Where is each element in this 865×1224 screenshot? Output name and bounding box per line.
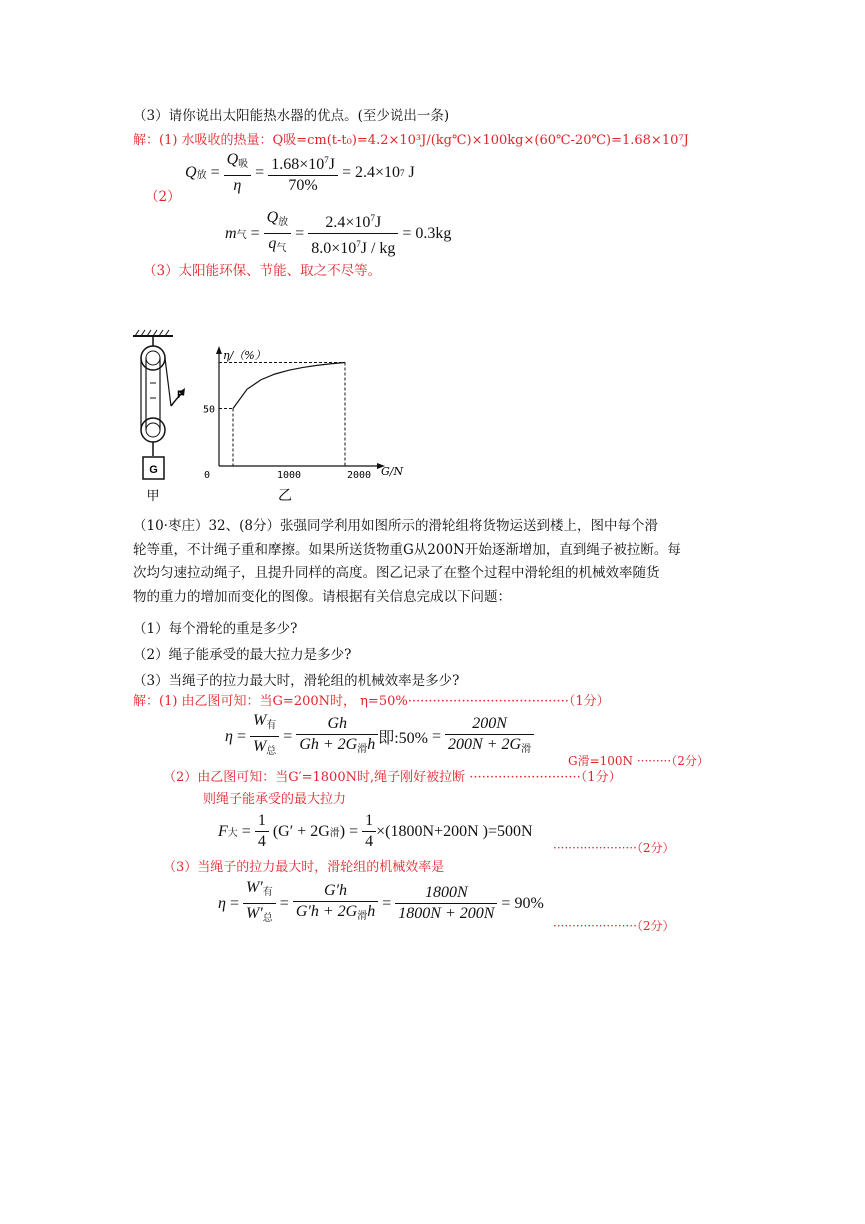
problem-intro-line: 物的重力的增加而变化的图像。请根据有关信息完成以下问题： [133,588,511,605]
efficiency-chart [203,346,404,481]
pulley-figure [125,328,425,508]
fixed-pulley [141,346,165,370]
problem-intro-line: （10·枣庄）32、(8分）张强同学利用如图所示的滑轮组将货物运送到楼上，图中每个滑 [133,518,659,534]
efficiency-curve [233,363,345,409]
y-axis-label: η/（%） [223,349,266,362]
answer-3-text: （3）太阳能环保、节能、取之不尽等。 [143,263,382,279]
equation-efficiency: η = $\frac{W_有}{W_总}$ = $\frac{Gh}{Gh + 2G_滑h}$ 即:50% = $\frac{200N}{200N + 2G_滑}$ [225,711,534,762]
equation-gas-mass: m 气 = $\frac{Q_放}{q_气}$ = $\frac{2.4\times 10^7J}{8.0\times 10^7J / kg}$ = 0.3kg [225,209,452,257]
answer-2-label: （2） [145,189,181,205]
equation-efficiency-max: η = $\frac{W'_有}{W'_总}$ = $\frac{G'h}{G'h + 2G_滑h}$ = $\frac{1800N}{1800N + 200N}$ = 90% [218,879,544,924]
problem-intro [133,515,681,609]
movable-pulley [141,418,165,442]
figure-label-jia: 甲 [146,489,160,504]
figure-label-yi: 乙 [278,488,292,504]
equation-q-release: Q 放 = $\frac{Q_吸}{\eta}$ = $\frac{1.68\times 10^7J}{70\%}$ = 2.4×10 7 J [185,151,415,194]
x-tick-label: 2000 [346,470,372,481]
x-tick-label: 0 [203,470,211,481]
equation-max-force: F 大 = $\frac{1}{4}$ (G′ + 2G 滑 ) = $\frac{1}{4}$ ×(1800N+200N )=500N [218,812,533,850]
solution-step-1: 解：(1) 由乙图可知：当G=200N时， η=50%·······································（1分） [133,694,610,709]
x-axis-label: G/N [381,465,404,478]
y-axis-arrow-icon [216,346,222,354]
problem-intro-line: 轮等重，不计绳子重和摩擦。如果所送货物重G从200N开始逐渐增加，直到绳子被拉断。每 [133,541,681,558]
solution-step-3-score: ······················（2分） [553,919,675,933]
question-3-text: （3）请你说出太阳能热水器的优点。(至少说出一条) [133,108,450,124]
solution-step-2b: 则绳子能承受的最大拉力 [203,792,347,807]
problem-question-2: （2）绳子能承受的最大拉力是多少? [133,647,352,663]
problem-question-1: （1）每个滑轮的重是多少? [133,621,298,637]
y-tick-label: 50 [202,404,215,416]
problem-question-3: （3）当绳子的拉力最大时，滑轮组的机械效率是多少? [133,673,460,689]
problem-intro-line: 次均匀速拉动绳子，且提升同样的高度。图乙记录了在整个过程中滑轮组的机械效率随货 [133,565,660,581]
solution-step-3: （3）当绳子的拉力最大时，滑轮组的机械效率是 [163,860,445,875]
force-label: F [177,389,184,401]
weight-label: G [149,464,158,476]
solution-step-2-score: ······················（2分） [553,841,675,855]
x-tick-label: 1000 [276,470,302,481]
pulley-weight-result: G滑=100N ·········（2分） [568,754,709,768]
ceiling-hatch [133,330,173,336]
solution-step-2: （2）由乙图可知：当G′=1800N时,绳子刚好被拉断 ···························（1分） [163,770,622,785]
answer-1-text: 解：(1) 水吸收的热量：Q吸=cm(t-t₀)=4.2×10³J/(kg℃)×100kg×(60℃-20℃)=1.68×10⁷J [133,133,689,148]
